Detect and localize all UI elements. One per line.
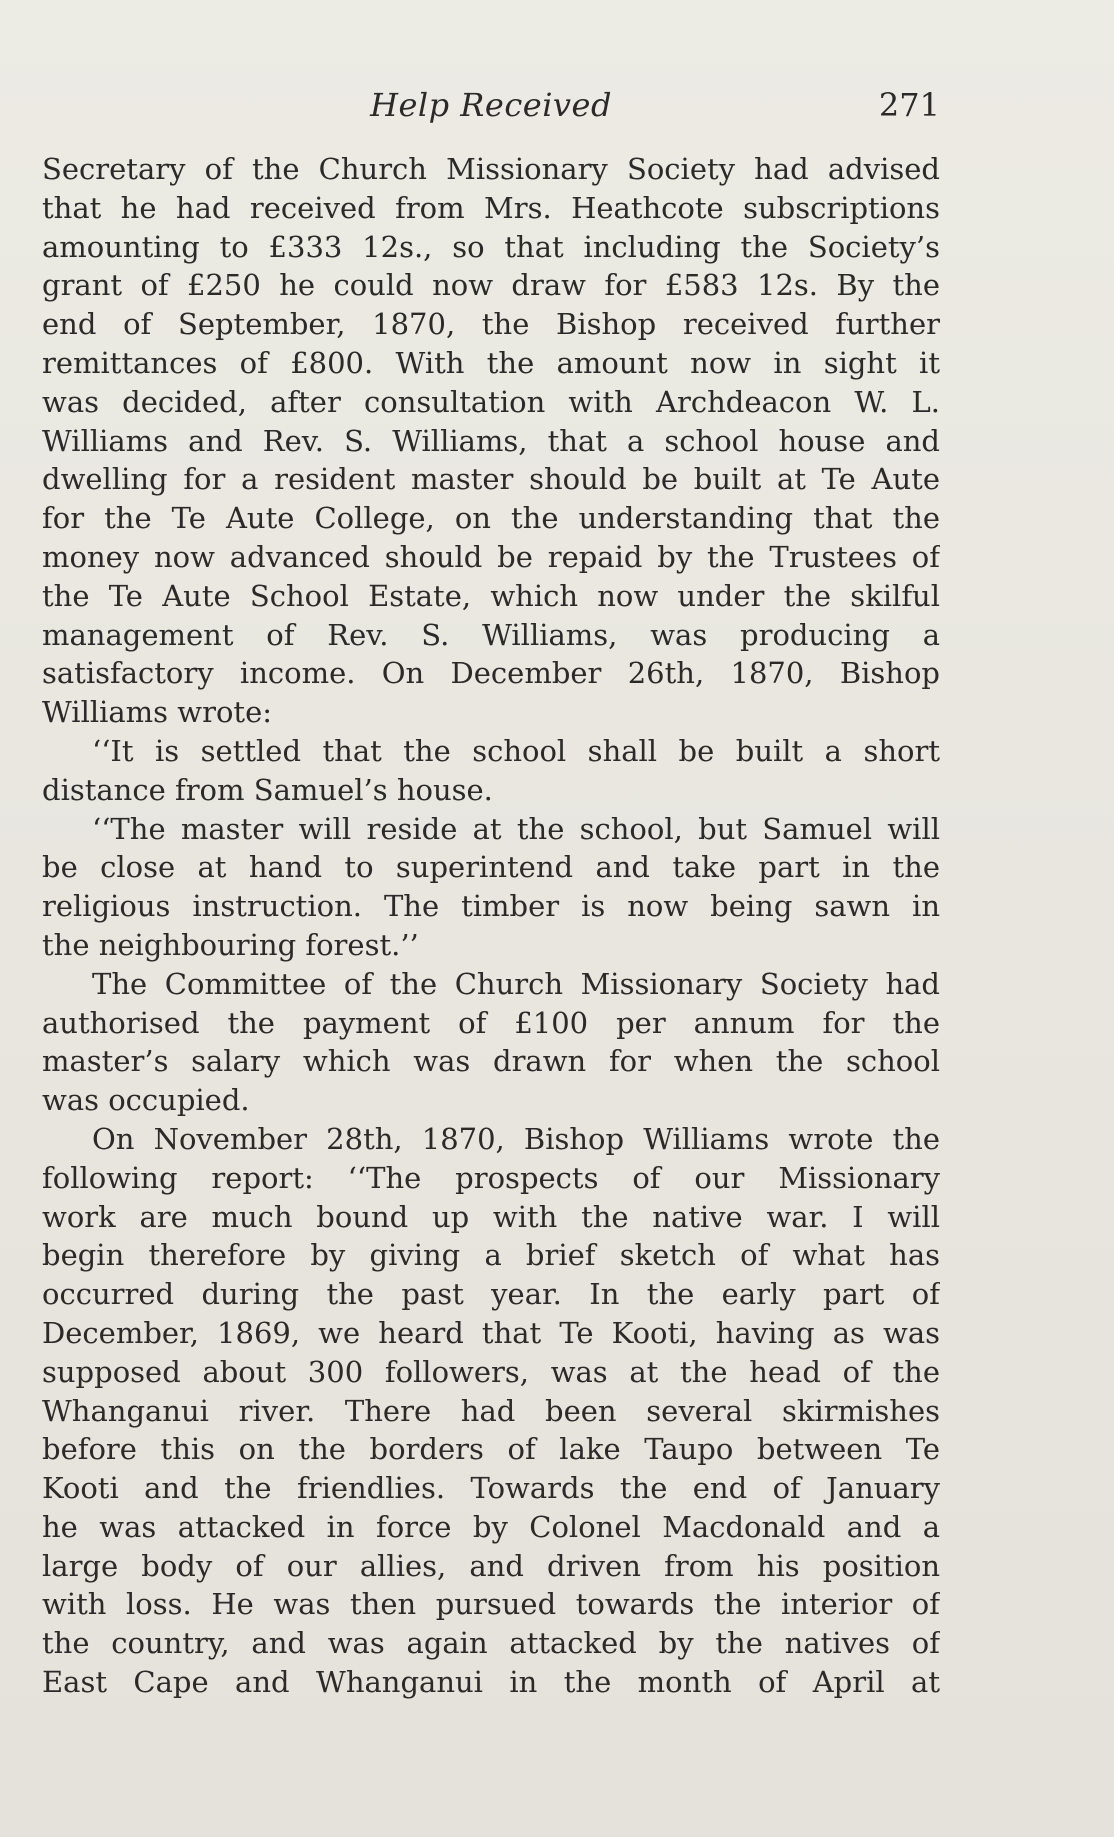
text-line: Whanganui river. There had been several skirmishes bbox=[42, 1393, 940, 1428]
text-line: ‘‘The master will reside at the school, but Samuel will bbox=[92, 811, 940, 846]
text-line: master’s salary which was drawn for when the school bbox=[42, 1044, 940, 1079]
text-line: for the Te Aute College, on the understanding that the bbox=[42, 501, 940, 536]
running-head: Help Received bbox=[370, 86, 612, 124]
text-line: The Committee of the Church Missionary Society had bbox=[92, 966, 940, 1001]
text-line: amounting to £333 12s., so that including the Society’s bbox=[42, 229, 940, 264]
text-line: end of September, 1870, the Bishop received further bbox=[42, 307, 940, 342]
text-line: Williams wrote: bbox=[42, 695, 273, 730]
text-line: he was attacked in force by Colonel Macdonald and a bbox=[42, 1509, 940, 1544]
text-line: was decided, after consultation with Archdeacon W. L. bbox=[42, 384, 940, 419]
text-line: work are much bound up with the native war. I will bbox=[42, 1199, 940, 1234]
text-line: that he had received from Mrs. Heathcote subscriptions bbox=[42, 190, 940, 225]
page-header bbox=[42, 86, 940, 130]
text-line: large body of our allies, and driven from his position bbox=[42, 1548, 940, 1583]
text-line: was occupied. bbox=[42, 1083, 250, 1118]
text-line: ‘‘It is settled that the school shall be built a short bbox=[92, 733, 940, 768]
text-line: the neighbouring forest.’’ bbox=[42, 927, 419, 962]
text-line: remittances of £800. With the amount now in sight it bbox=[42, 345, 940, 380]
text-line: On November 28th, 1870, Bishop Williams wrote the bbox=[92, 1121, 940, 1156]
text-line: following report: ‘‘The prospects of our Missionary bbox=[42, 1160, 940, 1195]
text-line: before this on the borders of lake Taupo between Te bbox=[42, 1432, 940, 1467]
text-line: East Cape and Whanganui in the month of April at bbox=[42, 1665, 940, 1700]
text-line: religious instruction. The timber is now being sawn in bbox=[42, 889, 940, 924]
text-line: grant of £250 he could now draw for £583 12s. By the bbox=[42, 268, 940, 303]
text-line: supposed about 300 followers, was at the head of the bbox=[42, 1354, 940, 1389]
body-text bbox=[42, 150, 940, 1702]
text-line: satisfactory income. On December 26th, 1870, Bishop bbox=[42, 656, 940, 691]
text-line: Kooti and the friendlies. Towards the end of January bbox=[42, 1471, 940, 1506]
text-line: distance from Samuel’s house. bbox=[42, 772, 493, 807]
text-line: dwelling for a resident master should be built at Te Aute bbox=[42, 462, 940, 497]
text-line: December, 1869, we heard that Te Kooti, having as was bbox=[42, 1315, 940, 1350]
text-line: the country, and was again attacked by the natives of bbox=[42, 1626, 940, 1661]
text-line: occurred during the past year. In the early part of bbox=[42, 1277, 940, 1312]
text-line: be close at hand to superintend and take part in the bbox=[42, 850, 940, 885]
text-line: Williams and Rev. S. Williams, that a school house and bbox=[42, 423, 940, 458]
text-line: management of Rev. S. Williams, was producing a bbox=[42, 617, 940, 652]
text-line: Secretary of the Church Missionary Society had advised bbox=[42, 152, 940, 186]
text-line: money now advanced should be repaid by the Trustees of bbox=[42, 539, 940, 574]
text-line: with loss. He was then pursued towards the interior of bbox=[42, 1587, 940, 1622]
text-line: the Te Aute School Estate, which now under the skilful bbox=[42, 578, 940, 613]
text-line: authorised the payment of £100 per annum for the bbox=[42, 1005, 940, 1040]
page-number: 271 bbox=[878, 86, 940, 124]
text-line: begin therefore by giving a brief sketch of what has bbox=[42, 1238, 940, 1273]
